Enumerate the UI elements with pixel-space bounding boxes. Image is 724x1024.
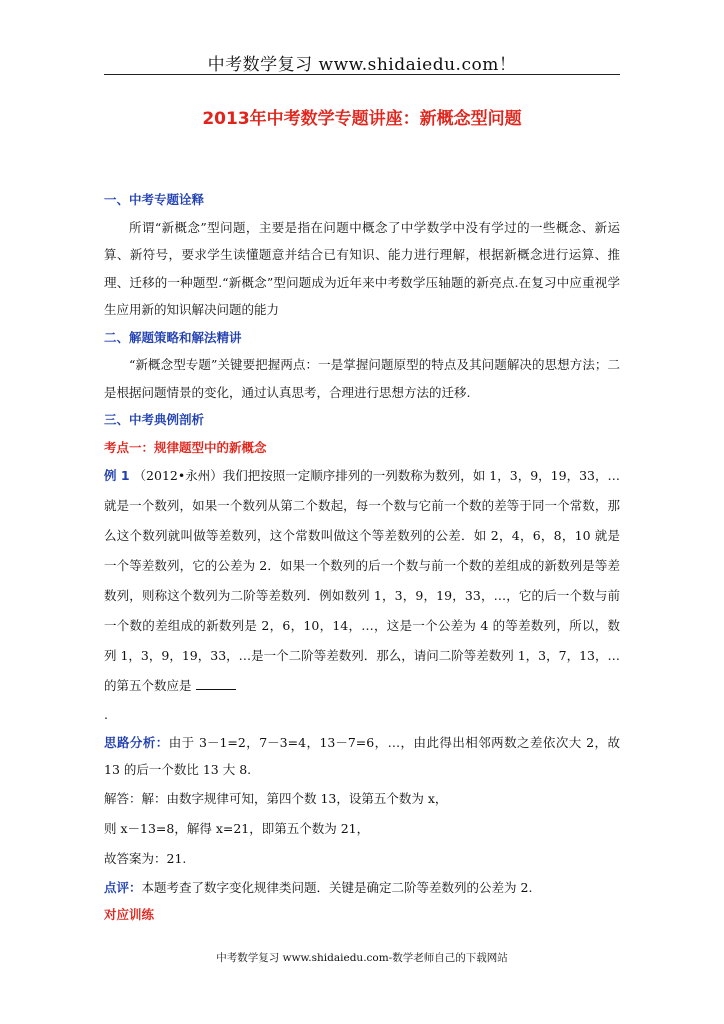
analysis-text: 由于 3－1=2，7－3=4，13－7=6，…，由此得出相邻两数之差依次大 2，故 13 的后一个数比 13 大 8.	[104, 734, 620, 777]
page-header: 中考数学复习 www.shidaiedu.com！	[207, 55, 517, 75]
page-title: 2013年中考数学专题讲座：新概念型问题	[202, 109, 522, 129]
example-dot: .	[104, 707, 108, 722]
analysis	[104, 729, 620, 784]
page-footer: 中考数学复习 www.shidaiedu.com-数学老师自己的下载网站	[216, 952, 508, 964]
header-divider	[104, 74, 620, 75]
section-1-paragraph: 所谓“新概念”型问题，主要是指在问题中概念了中学数学中没有学过的一些概念、新运算、新符号，要求学生读懂题意并结合已有知识、能力进行理解，根据新概念进行运算、推理、迁移的一种题型.“新概念”型问题成为近年来中考数学压轴题的新亮点.在复习中应重视学生应用新的知识解决问题的能力	[104, 219, 620, 317]
section-heading-3: 三、中考典例剖析	[104, 412, 205, 427]
solution-line-1: 解答：解：由数字规律可知，第四个数 13，设第五个数为 x，	[104, 790, 448, 806]
solution-line-3: 故答案为：21.	[104, 850, 187, 866]
comment-text: 本题考查了数字变化规律类问题．关键是确定二阶等差数列的公差为 2.	[141, 879, 533, 895]
solution-line-2: 则 x－13=8，解得 x=21，即第五个数为 21，	[104, 820, 370, 836]
answer-blank	[196, 675, 236, 690]
training-heading: 对应训练	[104, 907, 155, 922]
section-heading-2: 二、解题策略和解法精讲	[104, 329, 242, 345]
example-1	[104, 461, 620, 701]
example-label: 例 1	[104, 468, 130, 483]
section-heading-1: 一、中考专题诠释	[104, 192, 205, 207]
kaodian-heading: 考点一：规律题型中的新概念	[104, 439, 267, 455]
document-body	[104, 186, 620, 929]
comment-label: 点评：	[104, 879, 142, 895]
comment	[104, 874, 620, 902]
example-text: （2012•永州）我们把按照一定顺序排列的一列数称为数列，如 1，3，9，19，33，…就是一个数列，如果一个数列从第二个数起，每一个数与它前一个数的差等于同一个常数，那么这个数列就叫做等差数列，这个常数叫做这个等差数列的公差．如 2，4，6，8，10 就是一个等差数列，它的公差为 2．如果一个数列的后一个数与前一个数的差组成的新数列是等差数列，则称这个数列为二阶等差数列．例如数列 1，3，9，19，33，…，它的后一个数与前一个数的差组成的新数列是 2，6，10，14，…，这是一个公差为 4 的等差数列，所以，数列 1，3，9，19，33，…是一个二阶等差数列．那么，请问二阶等差数列 1，3，7，13，…的第五个数应是	[104, 468, 620, 693]
section-2-paragraph: “新概念型专题”关键要把握两点：一是掌握问题原型的特点及其问题解决的思想方法；二是根据问题情景的变化，通过认真思考，合理进行思想方法的迁移.	[104, 357, 620, 400]
analysis-label: 思路分析：	[104, 734, 169, 750]
